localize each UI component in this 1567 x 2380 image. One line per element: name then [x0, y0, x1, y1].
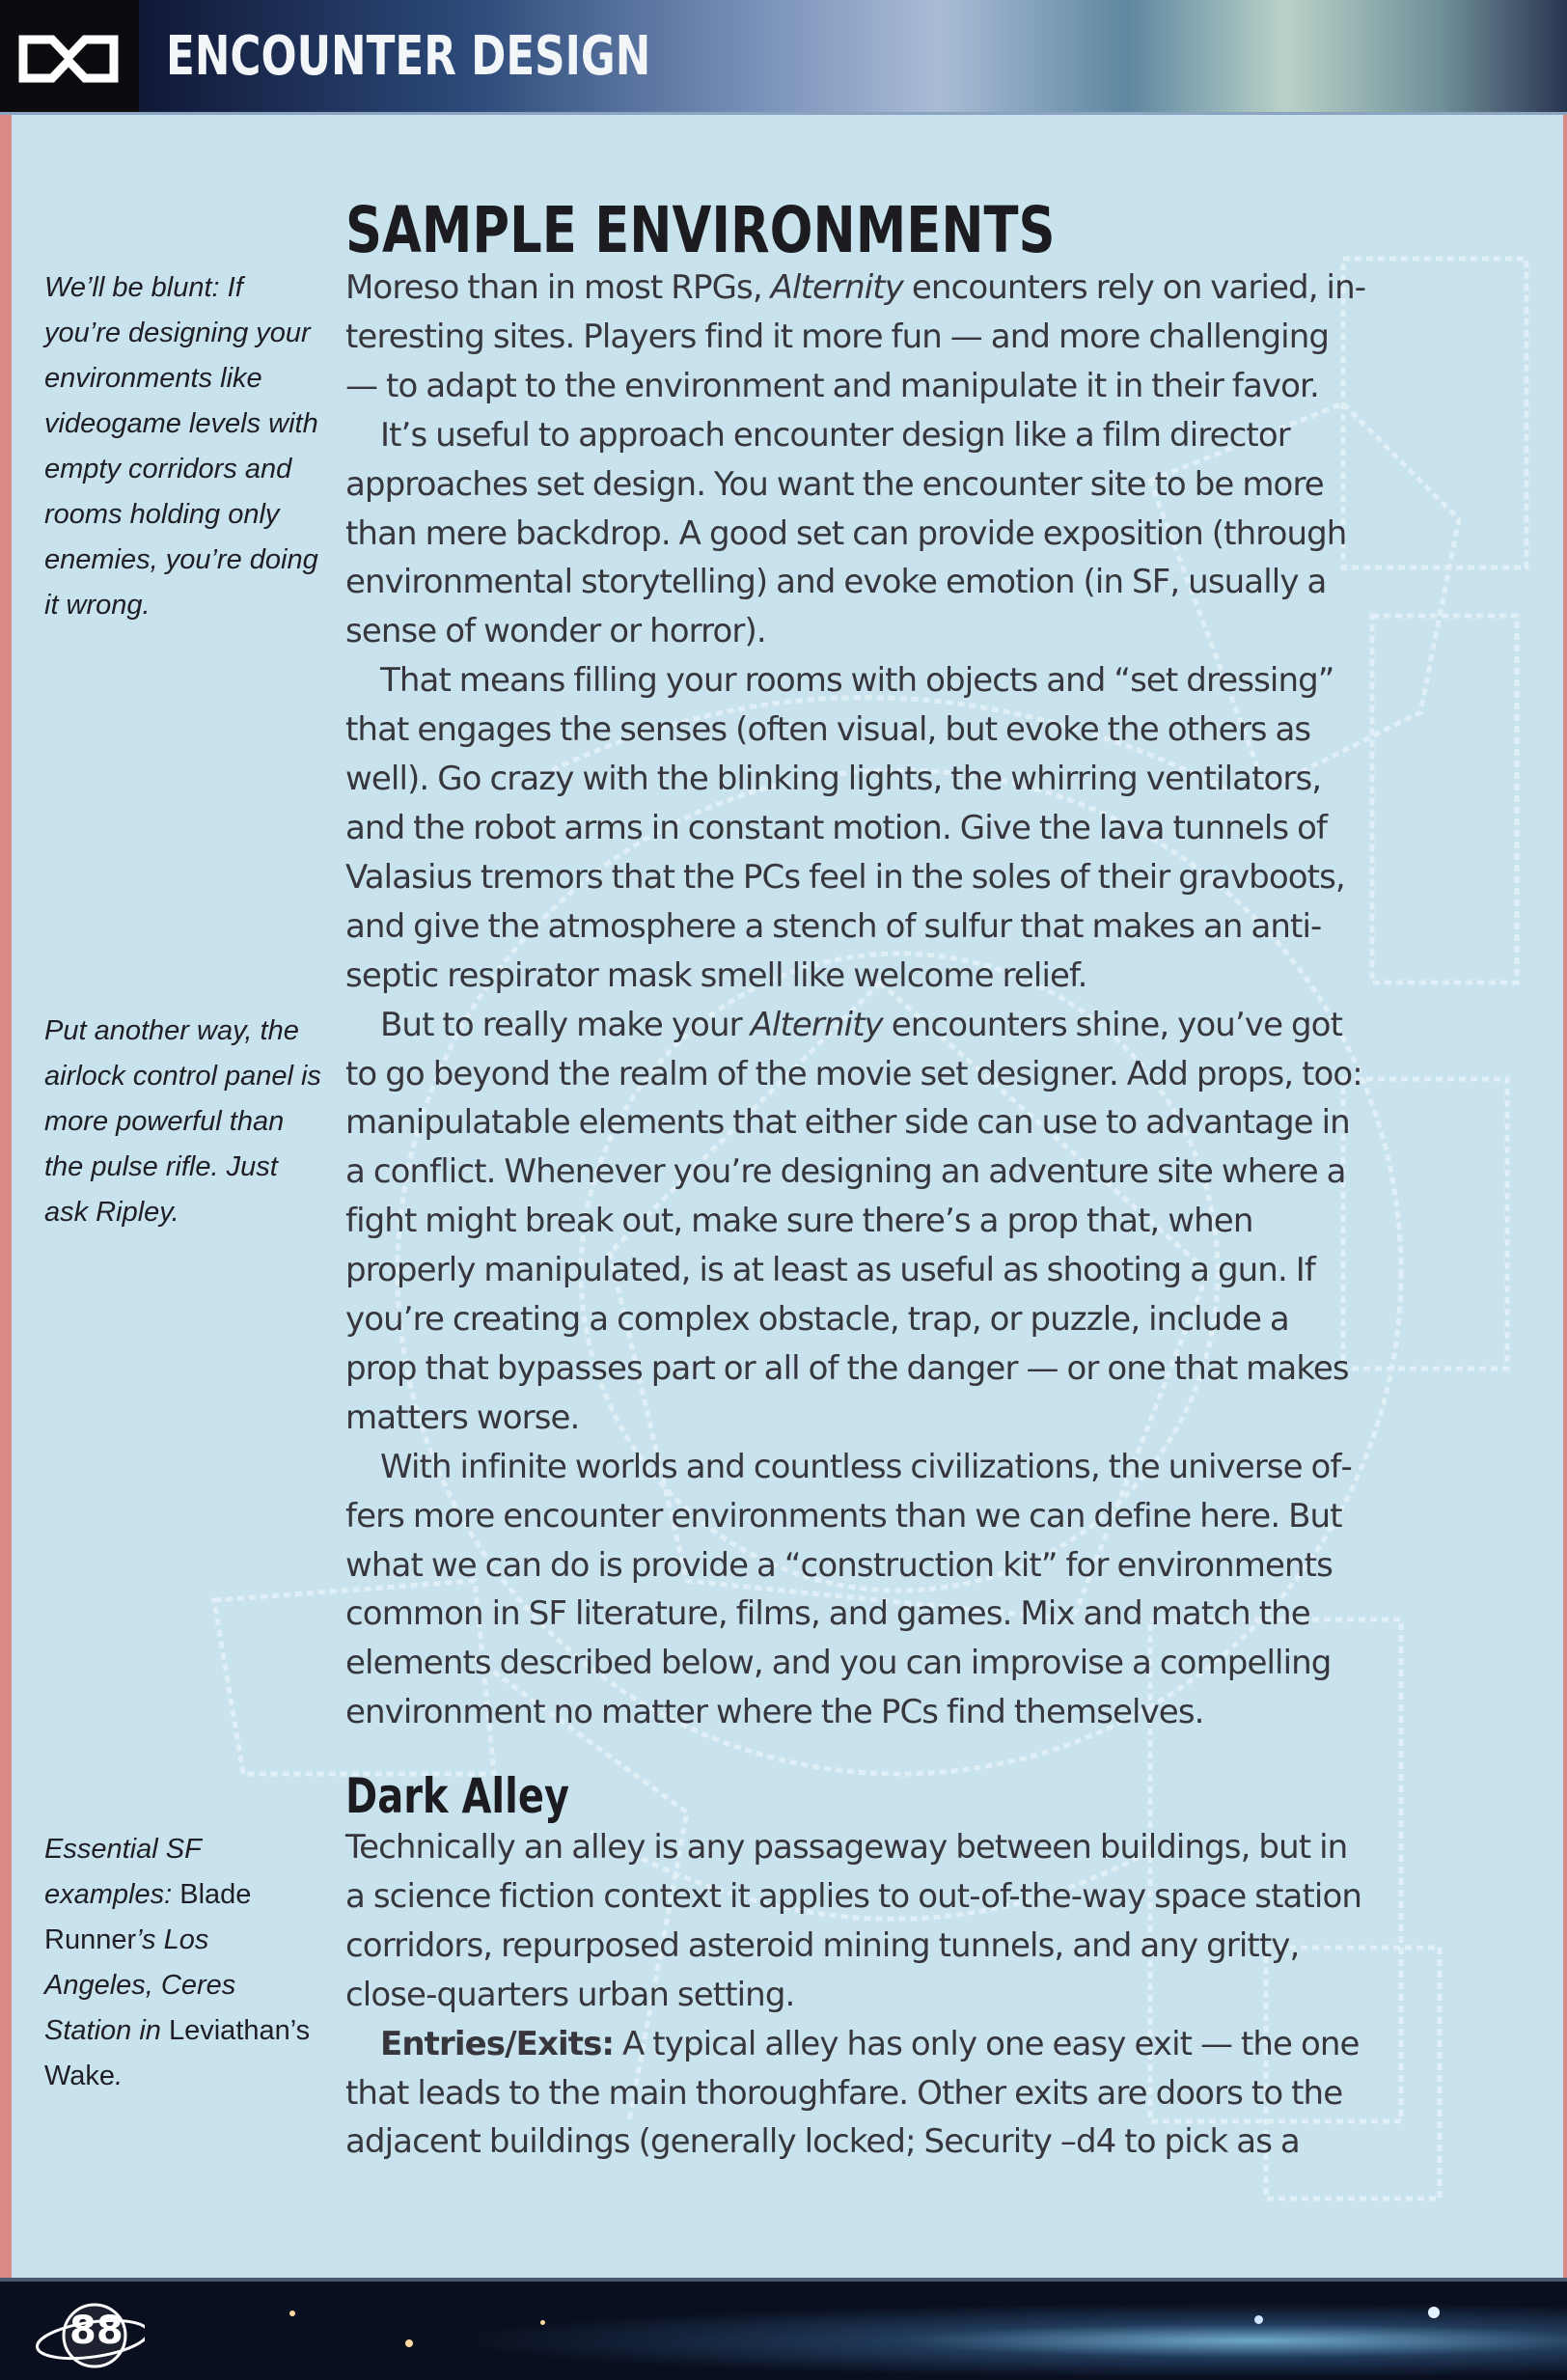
sf-example-text: .: [115, 2061, 124, 2091]
page-edge-right: [1563, 0, 1567, 2376]
page-number: 88: [69, 2309, 124, 2353]
paragraph-construction-kit: With infinite worlds and countless civilizations, the universe offers more encounter environments than we can define here. But what we can do is provide a “construction kit” for environments common in SF literature, films, and games. Mix and match the elements described below, and you can improvise a compelling environment no matter where the PCs find themselves.: [345, 1447, 1353, 1732]
sidebar-note-blunt: We’ll be blunt: If you’re designing your environments like videogame levels with empty corridors and rooms holding only enemies, you’re doing it wrong.: [44, 272, 318, 621]
sf-example-title: Blade Runner: [44, 1879, 252, 1955]
page-footer-starfield: [0, 2278, 1567, 2380]
sidebar-note-sf-examples: [44, 1827, 324, 2099]
game-title-emphasis: Alternity: [750, 1005, 883, 1044]
entries-exits-label: Entries/Exits:: [380, 2024, 615, 2063]
alternity-infinity-logo-icon: [15, 32, 122, 86]
game-title-emphasis: Alternity: [770, 268, 903, 307]
paragraph-set-dressing: That means filling your rooms with objects and “set dressing” that engages the senses (often visual, but evoke the others as well). Go crazy with the blinking lights, the whirring ventilators, and the robot arms in constant motion. Give the lava tunnels of Valasius tremors that the PCs feel in the soles of their gravboots, and give the atmosphere a stench of sulfur that makes an antiseptic respirator mask smell like welcome relief.: [345, 661, 1345, 995]
section-title: SAMPLE ENVIRONMENTS: [345, 193, 1056, 267]
sidebar-note-airlock: Put another way, the airlock control panel is more powerful than the pulse rifle. Just ask Ripley.: [44, 1015, 321, 1228]
main-body-column: [345, 263, 1368, 1737]
sf-examples-label: Essential SF examples:: [44, 1834, 202, 1910]
body-text: [345, 263, 1368, 1737]
sf-example-text: ’s Los Angeles, Ceres Station in: [44, 1924, 236, 2046]
paragraph-intro: Moreso than in most RPGs, Alternity encounters rely on varied, interesting sites. Players find it more fun — and more challenging — to adapt to the environment and manipulate it in their favor.: [345, 268, 1367, 405]
subsection-body-column: [345, 1823, 1368, 2167]
chapter-header-bar: [0, 0, 1567, 115]
star-decoration: [1428, 2307, 1440, 2318]
star-decoration: [289, 2311, 295, 2316]
star-decoration: [1254, 2315, 1263, 2324]
sf-example-title: Leviathan’s Wake: [44, 2015, 311, 2091]
subsection-title: Dark Alley: [345, 1768, 570, 1824]
body-text: [345, 1823, 1368, 2167]
star-decoration: [405, 2339, 413, 2347]
header-logo-box: [0, 0, 139, 112]
star-decoration: [540, 2320, 545, 2325]
chapter-title: ENCOUNTER DESIGN: [166, 25, 651, 88]
paragraph-props: But to really make your Alternity encounters shine, you’ve got to go beyond the realm of the movie set designer. Add props, too: manipulatable elements that either side can use to advantage in a conflict. Whenever you’re designing an adventure site where a fight might break out, make sure there’s a prop that, when properly manipulated, is at least as useful as shooting a gun. If you’re creating a complex obstacle, trap, or puzzle, include a prop that bypasses part or all of the danger — or one that makes matters worse.: [345, 1005, 1362, 1437]
paragraph-set-design: It’s useful to approach encounter design like a film director approaches set design. You want the encounter site to be more than mere backdrop. A good set can provide exposition (through environmental storytelling) and evoke emotion (in SF, usually a sense of wonder or horror).: [345, 415, 1347, 651]
page-edge-left: [0, 0, 12, 2376]
paragraph-alley-definition: Technically an alley is any passageway between buildings, but in a science fiction context it applies to out-of-the-way space station corridors, repurposed asteroid mining tunnels, and any gritty, close-quarters urban setting.: [345, 1828, 1361, 2014]
paragraph-entries-exits: Entries/Exits: A typical alley has only one easy exit — the one that leads to the main thoroughfare. Other exits are doors to the adjacent buildings (generally locked; Security –d4 to pick as a: [345, 2024, 1360, 2162]
